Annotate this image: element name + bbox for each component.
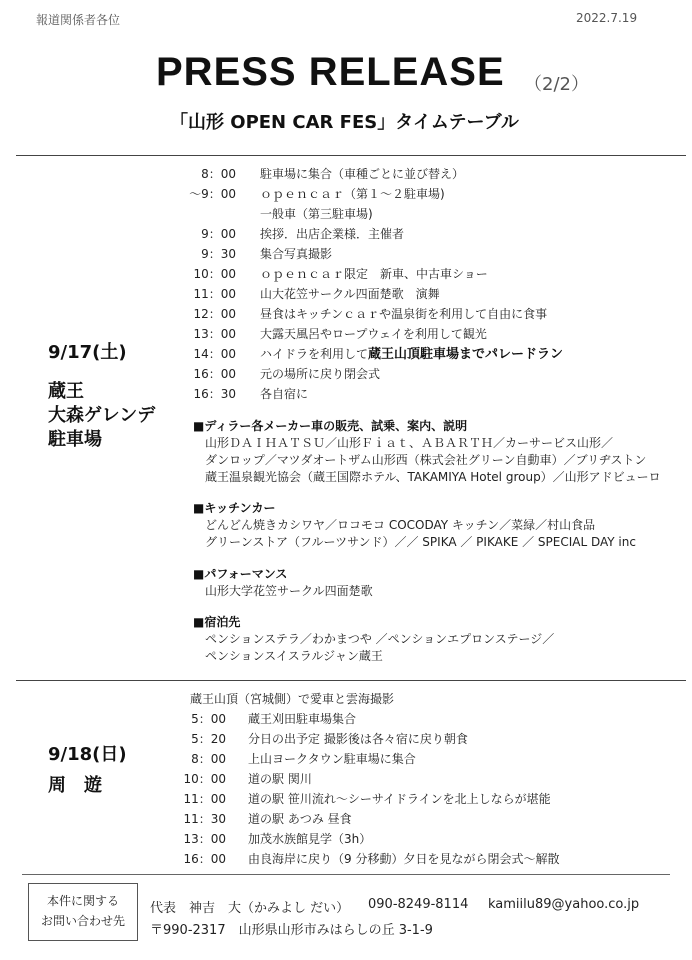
section-line: ペンションスイスラルジャン蔵王	[205, 649, 383, 663]
contact-label-line: お問い合わせ先	[40, 914, 125, 928]
schedule-desc: 蔵王刈田駐車場集合	[248, 712, 357, 726]
schedule-desc: 挨拶．出店企業様．主催者	[260, 227, 405, 241]
section-performance	[193, 566, 373, 600]
section-lodging	[193, 614, 554, 665]
schedule-time: 11：30	[183, 812, 226, 826]
schedule-desc: 元の場所に戻り閉会式	[260, 367, 381, 381]
section-dealers	[193, 418, 661, 486]
schedule-desc: 加茂水族館見学（3h）	[248, 832, 372, 846]
section-heading: ■宿泊先	[193, 615, 241, 629]
schedule-time: 5：20	[191, 732, 226, 746]
schedule-time: 13：00	[193, 327, 236, 341]
section-line: 蔵王温泉観光協会（蔵王国際ホテル、TAKAMIYA Hotel group）／山形アドビューロ	[205, 470, 661, 484]
schedule-desc: 分日の出予定 撮影後は各々宿に戻り朝食	[248, 732, 468, 746]
schedule-time: 16：00	[183, 852, 226, 866]
schedule-desc-text: ハイドラを利用して	[260, 347, 369, 361]
schedule-time: 8：00	[201, 167, 236, 181]
contact-address: 〒990-2317 山形県山形市みはらしの丘 3-1-9	[150, 923, 433, 938]
schedule-desc: 由良海岸に戻り（9 分移動）夕日を見ながら閉会式～解散	[248, 852, 560, 866]
page-title: PRESS RELEASE	[156, 50, 505, 94]
schedule-time: 13：00	[183, 832, 226, 846]
day2-date: 9/18(日)	[48, 744, 127, 765]
contact-label-box	[28, 883, 138, 941]
section-heading: ■パフォーマンス	[193, 567, 288, 581]
schedule-time: 12：00	[193, 307, 236, 321]
schedule-time: 9：30	[201, 247, 236, 261]
schedule-desc: 一般車（第三駐車場)	[260, 207, 373, 221]
section-line: 山形ＤＡＩＨＡＴＳＵ／山形Ｆｉａｔ、ＡＢＡＲＴＨ／カーサービス山形／	[205, 436, 614, 450]
schedule-desc: 上山ヨークタウン駐車場に集合	[248, 752, 416, 766]
day2-intro: 蔵王山頂（宮城側）で愛車と雲海撮影	[190, 692, 395, 706]
contact-phone: 090-8249-8114	[368, 897, 469, 912]
section-kitchen-cars	[193, 500, 636, 551]
day1-venue-line: 駐車場	[48, 429, 102, 450]
schedule-desc: 各自宿に	[260, 387, 309, 401]
day2-block	[48, 740, 127, 798]
schedule-desc: 集合写真撮影	[260, 247, 333, 261]
schedule-time: 5：00	[191, 712, 226, 726]
section-line: グリーンストア（フルーツサンド）／／ SPIKA ／ PIKAKE ／ SPECIAL DAY inc	[205, 535, 636, 549]
event-subtitle: 「山形 OPEN CAR FES」タイムテーブル	[170, 112, 519, 133]
schedule-time: 16：00	[193, 367, 236, 381]
schedule-desc: 駐車場に集合（車種ごとに並び替え）	[260, 167, 465, 181]
recipient-text: 報道関係者各位	[36, 13, 121, 27]
day2-venue: 周 遊	[48, 775, 102, 796]
schedule-time: 8：00	[191, 752, 226, 766]
schedule-desc: 大露天風呂やロープウェイを利用して観光	[260, 327, 487, 341]
section-line: どんどん焼きカシワヤ／ロコモコ COCODAY キッチン／菜緑／村山食品	[205, 518, 596, 532]
section-heading: ■キッチンカー	[193, 501, 276, 515]
schedule-time: 10：00	[193, 267, 236, 281]
day1-block	[48, 338, 155, 452]
contact-label-line: 本件に関する	[46, 894, 119, 908]
section-line: 山形大学花笠サークル四面楚歌	[205, 584, 373, 598]
schedule-desc	[260, 344, 563, 365]
schedule-time: 10：00	[183, 772, 226, 786]
day1-date: 9/17(土)	[48, 342, 127, 363]
release-date: 2022.7.19	[576, 11, 638, 25]
schedule-desc: 道の駅 笹川流れ～シーサイドラインを北上しならが堪能	[248, 792, 551, 806]
schedule-time: ～9：00	[189, 187, 236, 201]
schedule-desc: ｏｐｅｎｃａｒ（第１～２駐車場)	[260, 187, 445, 201]
section-line: ペンションステラ／わかまつや ／ペンションエプロンステージ／	[205, 632, 555, 646]
day1-venue-line: 大森ゲレンデ	[48, 405, 156, 426]
schedule-desc: ｏｐｅｎｃａｒ限定 新車、中古車ショー	[260, 267, 488, 281]
schedule-time: 11：00	[193, 287, 236, 301]
contact-email: kamiilu89@yahoo.co.jp	[488, 897, 640, 912]
schedule-desc: 道の駅 関川	[248, 772, 312, 786]
day1-venue-line: 蔵王	[48, 381, 84, 402]
schedule-desc: 山大花笠サークル四面楚歌 演舞	[260, 287, 440, 301]
schedule-desc: 道の駅 あつみ 昼食	[248, 812, 352, 826]
schedule-desc: 昼食はキッチンｃａｒや温泉街を利用して自由に食事	[260, 307, 548, 321]
schedule-time: 11：00	[183, 792, 226, 806]
divider-middle	[16, 680, 686, 681]
schedule-time: 14：00	[193, 347, 236, 361]
divider-top	[16, 155, 686, 156]
section-line: ダンロップ／マツダオートザム山形西（株式会社グリーン自動車）／ブリヂストン	[205, 453, 647, 467]
contact-footer	[22, 874, 670, 949]
section-heading: ■ディラー各メーカー車の販売、試乗、案内、説明	[193, 419, 468, 433]
schedule-time: 9：00	[201, 227, 236, 241]
parade-highlight: 蔵王山頂駐車場までパレードラン	[368, 347, 564, 362]
day1-venue	[48, 380, 155, 452]
schedule-time: 16：30	[193, 387, 236, 401]
representative-name: 代表 神吉 大（かみよし だい）	[150, 901, 350, 916]
page-number: （2/2）	[524, 74, 589, 95]
